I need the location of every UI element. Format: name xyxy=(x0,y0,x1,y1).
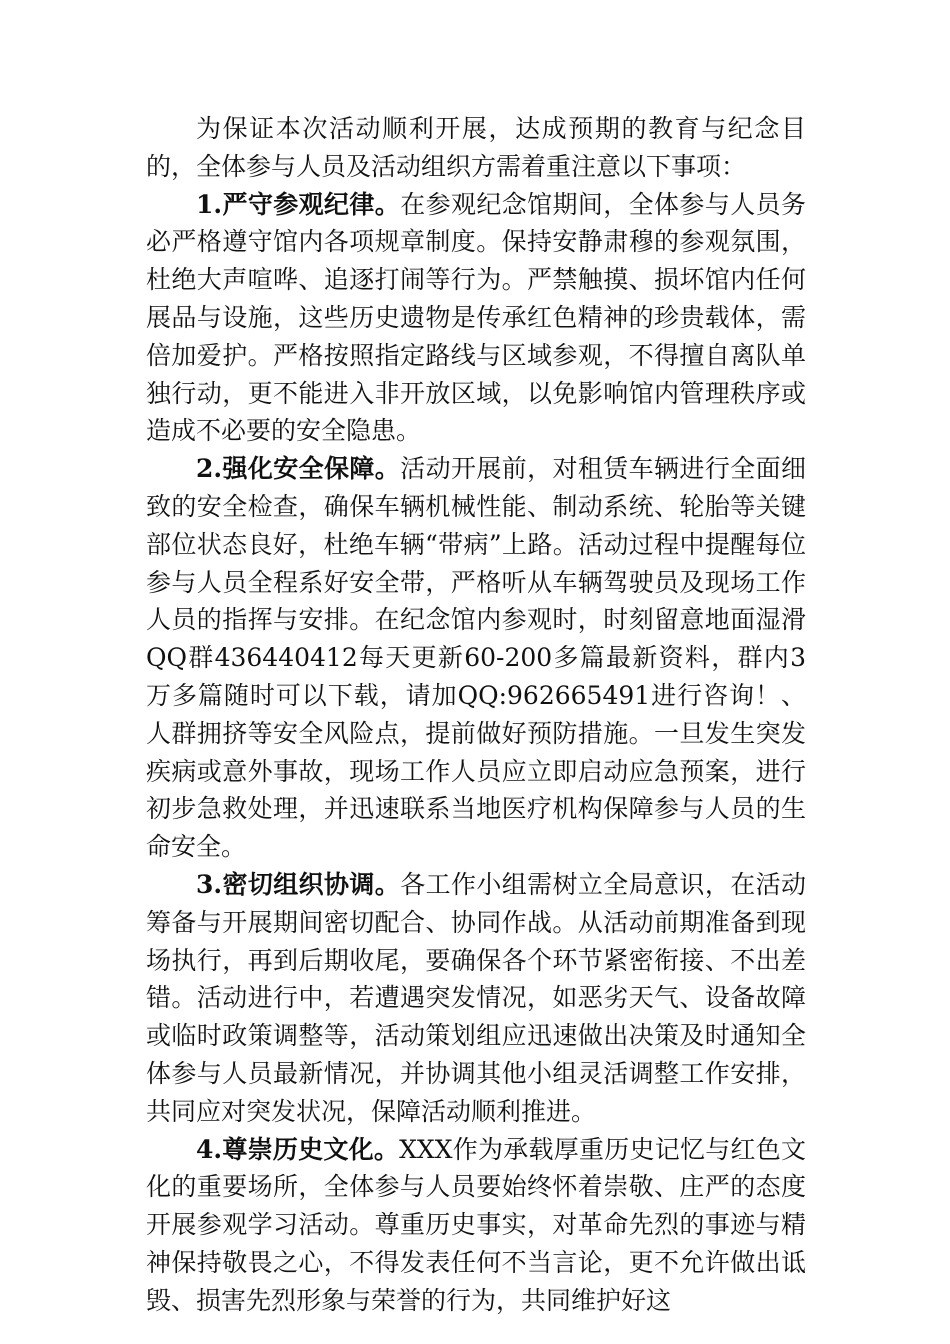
item-heading-2: 2.强化安全保障。 xyxy=(196,454,401,484)
item-heading-4: 4.尊崇历史文化。 xyxy=(196,1134,400,1164)
item-text-3: 各工作小组需树立全局意识，在活动筹备与开展期间密切配合、协同作战。从活动前期准备到现场执行，再到后期收尾，要确保各个环节紧密衔接、不出差错。活动进行中，若遭遇突发情况，如恶劣天气、设备故障或临时政策调整等，活动策划组应迅速做出决策及时通知全体参与人员最新情况，并协调其他小组灵活调整工作安排，共同应对突发状况，保障活动顺利推进。 xyxy=(146,869,806,1126)
item-text-2: 活动开展前，对租赁车辆进行全面细致的安全检查，确保车辆机械性能、制动系统、轮胎等关键部位状态良好，杜绝车辆“带病”上路。活动过程中提醒每位参与人员全程系好安全带，严格听从车辆驾驶员及现场工作人员的指挥与安排。在纪念馆内参观时，时刻留意地面湿滑QQ群436440412每天更新60-200多篇最新资料，群内3万多篇随时可以下载，请加QQ:962665491进行咨询！、人群拥挤等安全风险点，提前做好预防措施。一旦发生突发疾病或意外事故，现场工作人员应立即启动应急预案，进行初步急救处理，并迅速联系当地医疗机构保障参与人员的生命安全。 xyxy=(146,454,806,862)
item-heading-1: 1.严守参观纪律。 xyxy=(196,189,401,219)
item-text-4: XXX作为承载厚重历史记忆与红色文化的重要场所，全体参与人员要始终怀着崇敬、庄严的态度开展参观学习活动。尊重历史事实，对革命先烈的事迹与精神保持敬畏之心，不得发表任何不当言论，更不允许做出诋毁、损害先烈形象与荣誉的行为，共同维护好这 xyxy=(146,1134,806,1315)
document-body xyxy=(146,110,806,1320)
item-paragraph-4 xyxy=(146,1131,806,1320)
item-paragraph-1 xyxy=(146,186,806,451)
item-paragraph-2 xyxy=(146,450,806,866)
intro-paragraph: 为保证本次活动顺利开展，达成预期的教育与纪念目的，全体参与人员及活动组织方需着重注意以下事项： xyxy=(146,114,806,181)
item-text-1: 在参观纪念馆期间，全体参与人员务必严格遵守馆内各项规章制度。保持安静肃穆的参观氛围，杜绝大声喧哗、追逐打闹等行为。严禁触摸、损坏馆内任何展品与设施，这些历史遗物是传承红色精神的珍贵载体，需倍加爱护。严格按照指定路线与区域参观，不得擅自离队单独行动，更不能进入非开放区域，以免影响馆内管理秩序或造成不必要的安全隐患。 xyxy=(146,189,806,446)
item-paragraph-3 xyxy=(146,866,806,1131)
item-heading-3: 3.密切组织协调。 xyxy=(196,869,401,899)
